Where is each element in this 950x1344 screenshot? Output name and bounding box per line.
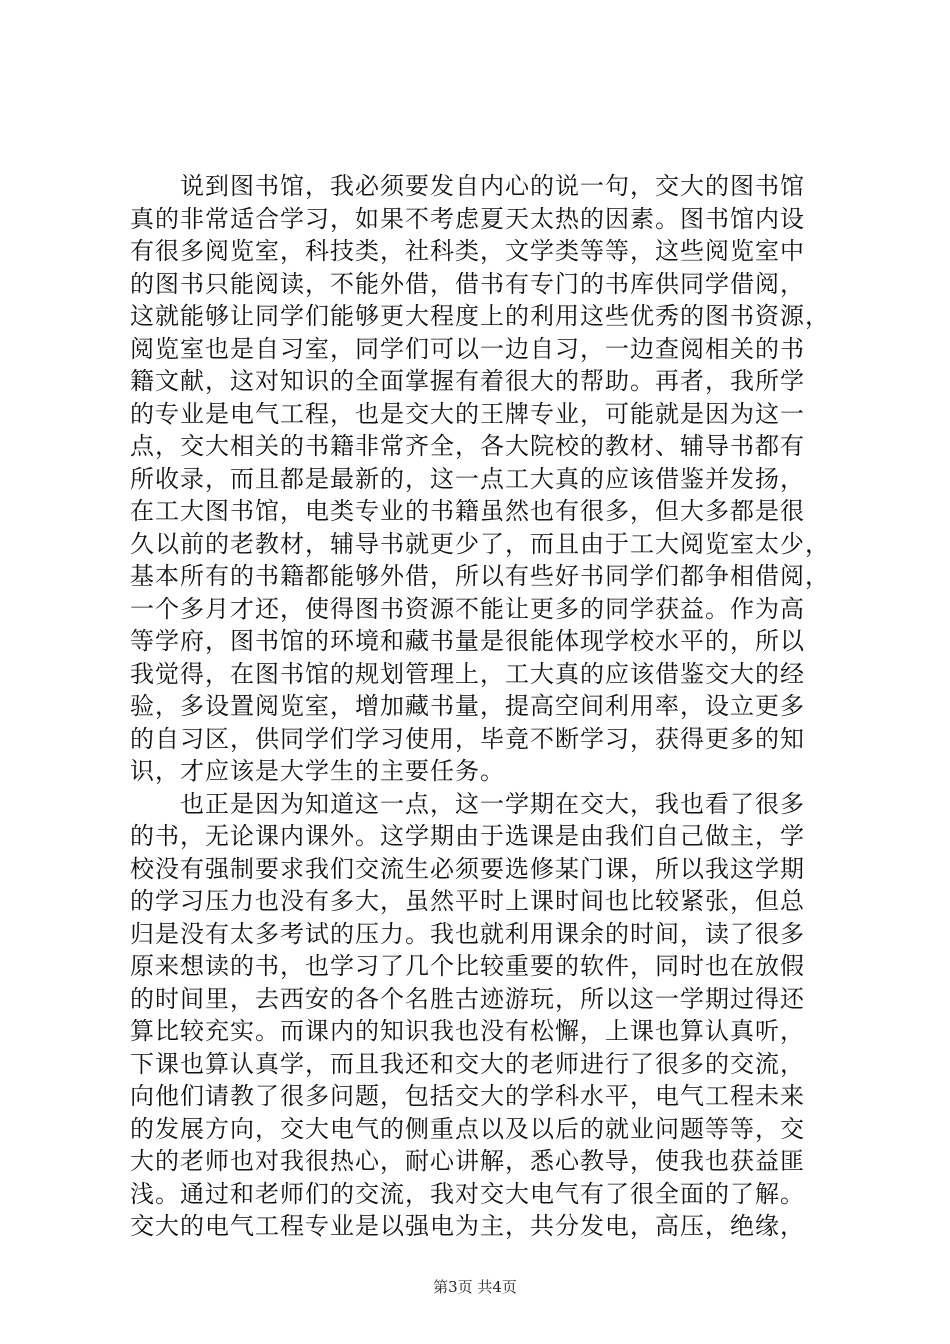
page-number: 第3页 共4页 <box>433 1278 517 1296</box>
text-line: 等学府，图书馆的环境和藏书量是很能体现学校水平的，所以 <box>130 627 805 655</box>
text-line: 在工大图书馆，电类专业的书籍虽然也有很多，但大多都是很 <box>130 497 805 525</box>
text-line: 原来想读的书，也学习了几个比较重要的软件，同时也在放假 <box>130 952 805 980</box>
text-line: 真的非常适合学习，如果不考虑夏天太热的因素。图书馆内设 <box>130 204 805 233</box>
text-line: 算比较充实。而课内的知识我也没有松懈，上课也算认真听， <box>130 1017 805 1045</box>
text-line: 阅览室也是自习室，同学们可以一边自习，一边查阅相关的书 <box>130 334 805 363</box>
body-text <box>130 170 830 1243</box>
text-line: 我觉得，在图书馆的规划管理上，工大真的应该借鉴交大的经 <box>130 659 805 688</box>
text-line: 归是没有太多考试的压力。我也就利用课余的时间，读了很多 <box>130 919 805 948</box>
text-line: 点，交大相关的书籍非常齐全，各大院校的教材、辅导书都有 <box>130 432 805 460</box>
text-line: 的自习区，供同学们学习使用，毕竟不断学习，获得更多的知 <box>130 724 805 753</box>
text-line: 一个多月才还，使得图书资源不能让更多的同学获益。作为高 <box>130 594 805 623</box>
text-line: 籍文献，这对知识的全面掌握有着很大的帮助。再者，我所学 <box>130 367 805 395</box>
text-line: 的图书只能阅读，不能外借，借书有专门的书库供同学借阅， <box>130 269 805 298</box>
text-line: 大的老师也对我很热心，耐心讲解，悉心教导，使我也获益匪 <box>130 1147 805 1175</box>
text-line: 的时间里，去西安的各个名胜古迹游玩，所以这一学期过得还 <box>130 984 805 1013</box>
text-line: 校没有强制要求我们交流生必须要选修某门课，所以我这学期 <box>130 854 805 883</box>
text-line: 的书，无论课内课外。这学期由于选课是由我们自己做主，学 <box>130 822 805 850</box>
text-line: 说到图书馆，我必须要发自内心的说一句，交大的图书馆 <box>130 172 805 200</box>
text-line: 久以前的老教材，辅导书就更少了，而且由于工大阅览室太少， <box>130 529 830 558</box>
page-footer <box>0 1277 950 1297</box>
text-line: 验，多设置阅览室，增加藏书量，提高空间利用率，设立更多 <box>130 692 805 720</box>
text-line: 有很多阅览室，科技类，社科类，文学类等等，这些阅览室中 <box>130 237 805 265</box>
text-line: 这就能够让同学们能够更大程度上的利用这些优秀的图书资源， <box>130 302 830 330</box>
text-line: 的发展方向，交大电气的侧重点以及以后的就业问题等等，交 <box>130 1114 805 1143</box>
text-line: 浅。通过和老师们的交流，我对交大电气有了很全面的了解。 <box>130 1179 805 1208</box>
text-line: 所收录，而且都是最新的，这一点工大真的应该借鉴并发扬， <box>130 464 805 493</box>
text-line: 的学习压力也没有多大，虽然平时上课时间也比较紧张，但总 <box>130 887 805 915</box>
text-line: 向他们请教了很多问题，包括交大的学科水平，电气工程未来 <box>130 1082 805 1110</box>
text-line: 识，才应该是大学生的主要任务。 <box>130 757 505 785</box>
text-line: 交大的电气工程专业是以强电为主，共分发电，高压，绝缘， <box>130 1212 805 1240</box>
text-line: 基本所有的书籍都能够外借，所以有些好书同学们都争相借阅， <box>130 562 830 590</box>
text-line: 的专业是电气工程，也是交大的王牌专业，可能就是因为这一 <box>130 399 805 428</box>
text-line: 下课也算认真学，而且我还和交大的老师进行了很多的交流， <box>130 1049 805 1078</box>
text-line: 也正是因为知道这一点，这一学期在交大，我也看了很多 <box>130 789 805 818</box>
